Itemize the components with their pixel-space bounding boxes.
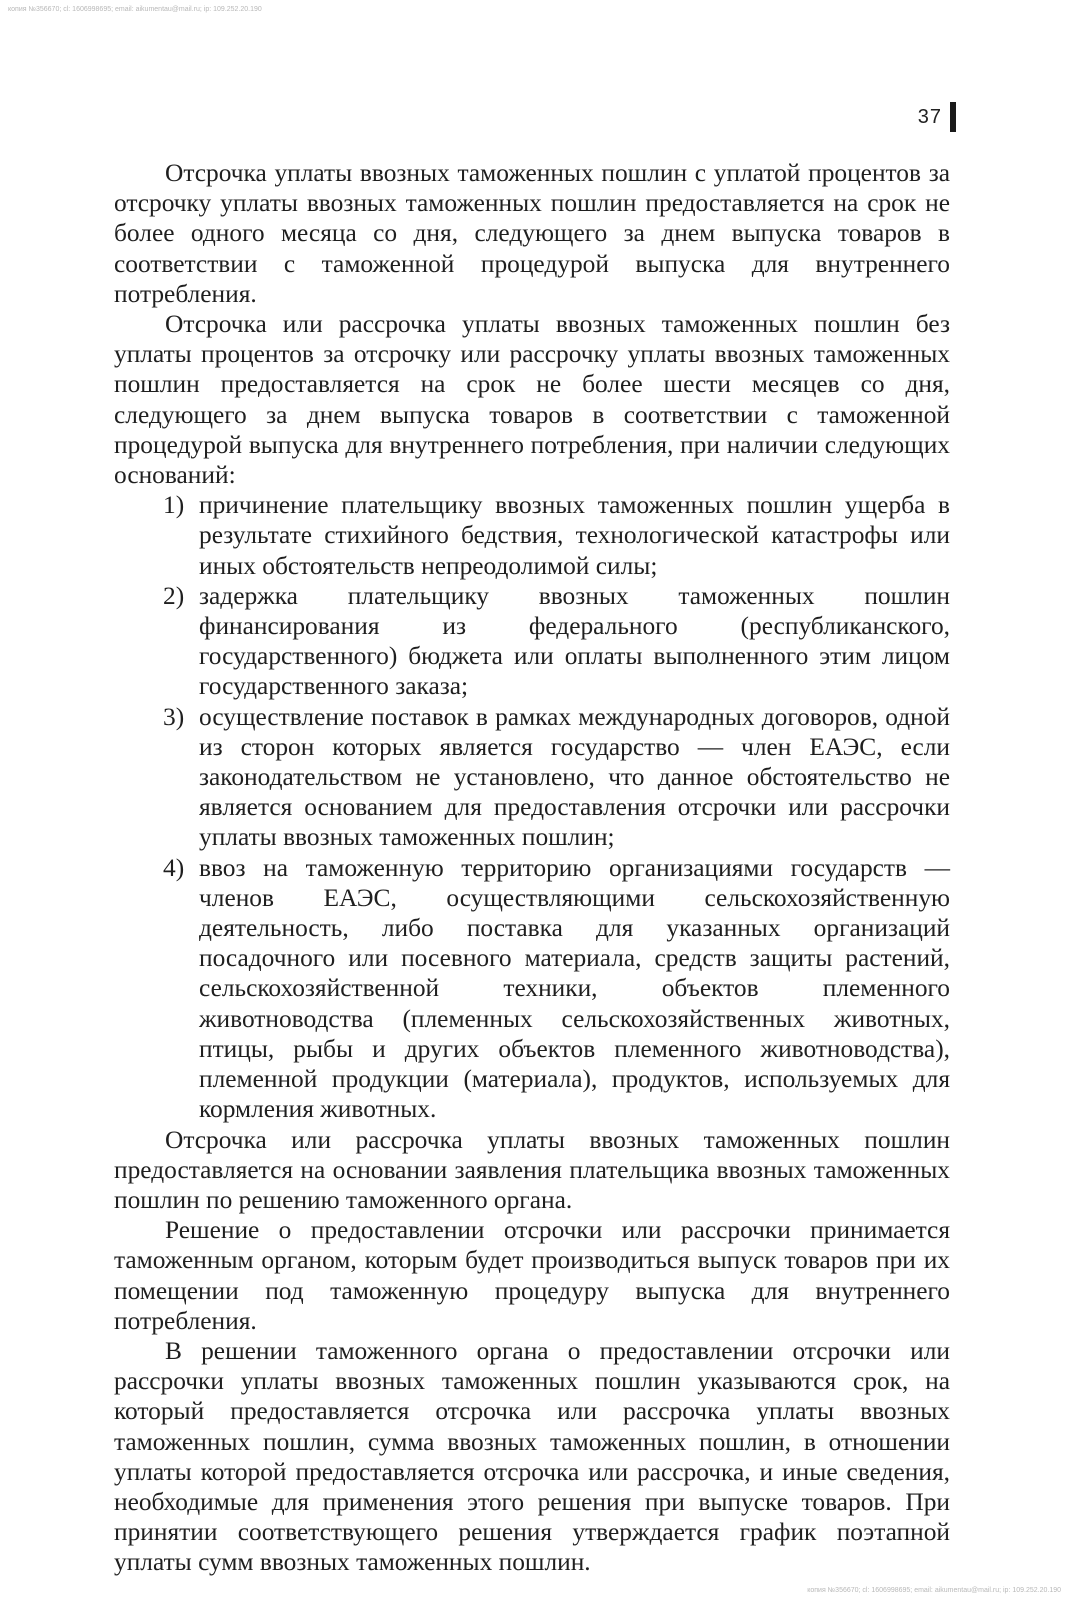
list-item: [114, 581, 950, 702]
list-item: [114, 702, 950, 853]
list-item-number: 1): [163, 491, 185, 520]
list-item-text: осуществление поставок в рамках международных договоров, одной из сторон которых является государство — член ЕАЭС, если законодательством не установлено, что данное обстоятельство не является основанием для предоставления отсрочки или рассрочки уплаты ввозных таможенных пошлин;: [199, 702, 950, 852]
list-item-number: 2): [163, 581, 185, 610]
list-item-number: 4): [163, 853, 185, 882]
page-number-bar: [950, 102, 956, 132]
list-item-text: ввоз на таможенную территорию организациями государств — членов ЕАЭС, осуществляющими сельскохозяйственную деятельность, либо поставка для указанных организаций посадочного или посевного материала, средств защиты растений, сельскохозяйственной техники, объектов племенного животноводства (племенных сельскохозяйственных животных, птицы, рыбы и других объектов племенного животноводства), племенной продукции (материала), продуктов, используемых для кормления животных.: [199, 853, 950, 1124]
paragraph-deferral-without-interest: Отсрочка или рассрочка уплаты ввозных таможенных пошлин без уплаты процентов за отсрочку или рассрочку уплаты ввозных таможенных пошлин предоставляется на срок не более шести месяцев со дня, следующего за днем выпуска товаров в соответствии с таможенной процедурой выпуска для внутреннего потребления, при наличии следующих оснований:: [114, 310, 950, 490]
list-item: [114, 490, 950, 581]
page-number: 37: [917, 105, 942, 128]
list-item-text: причинение плательщику ввозных таможенных пошлин ущерба в результате стихийного бедствия, технологической катастрофы или иных обстоятельств непреодолимой силы;: [199, 491, 950, 580]
list-item-text: задержка плательщику ввозных таможенных пошлин финансирования из федерального (республиканского, государственного) бюджета или оплаты выполненного этим лицом государственного заказа;: [199, 581, 950, 701]
watermark-bottom: копия №356670; cl: 1606998695; email: aikumentau@mail.ru; ip: 109.252.20.190: [807, 1587, 1061, 1594]
paragraph-decision-authority: Решение о предоставлении отсрочки или рассрочки принимается таможенным органом, которым будет производиться выпуск товаров при их помещении под таможенную процедуру выпуска для внутреннего потребления.: [114, 1216, 950, 1335]
paragraph-application-basis: Отсрочка или рассрочка уплаты ввозных таможенных пошлин предоставляется на основании заявления плательщика ввозных таможенных пошлин по решению таможенного органа.: [114, 1125, 950, 1214]
page-body: [114, 158, 950, 1578]
page-header: [918, 102, 956, 132]
paragraph-deferral-with-interest: Отсрочка уплаты ввозных таможенных пошлин с уплатой процентов за отсрочку уплаты ввозных таможенных пошлин предоставляется на срок не более одного месяца со дня, следующего за днем выпуска товаров в соответствии с таможенной процедурой выпуска для внутреннего потребления.: [114, 159, 950, 308]
watermark-top: копия №356670; cl: 1606998695; email: aikumentau@mail.ru; ip: 109.252.20.190: [8, 6, 262, 13]
paragraph-decision-contents: В решении таможенного органа о предоставлении отсрочки или рассрочки уплаты ввозных таможенных пошлин указываются срок, на который предоставляется отсрочка или рассрочка уплаты ввозных таможенных пошлин, сумма ввозных таможенных пошлин, в отношении уплаты которой предоставляется отсрочка или рассрочка, и иные сведения, необходимые для применения этого решения при выпуске товаров. При принятии соответствующего решения утверждается график поэтапной уплаты сумм ввозных таможенных пошлин.: [114, 1336, 950, 1577]
list-item-number: 3): [163, 702, 185, 731]
list-item: [114, 853, 950, 1125]
grounds-list: [114, 490, 950, 1124]
